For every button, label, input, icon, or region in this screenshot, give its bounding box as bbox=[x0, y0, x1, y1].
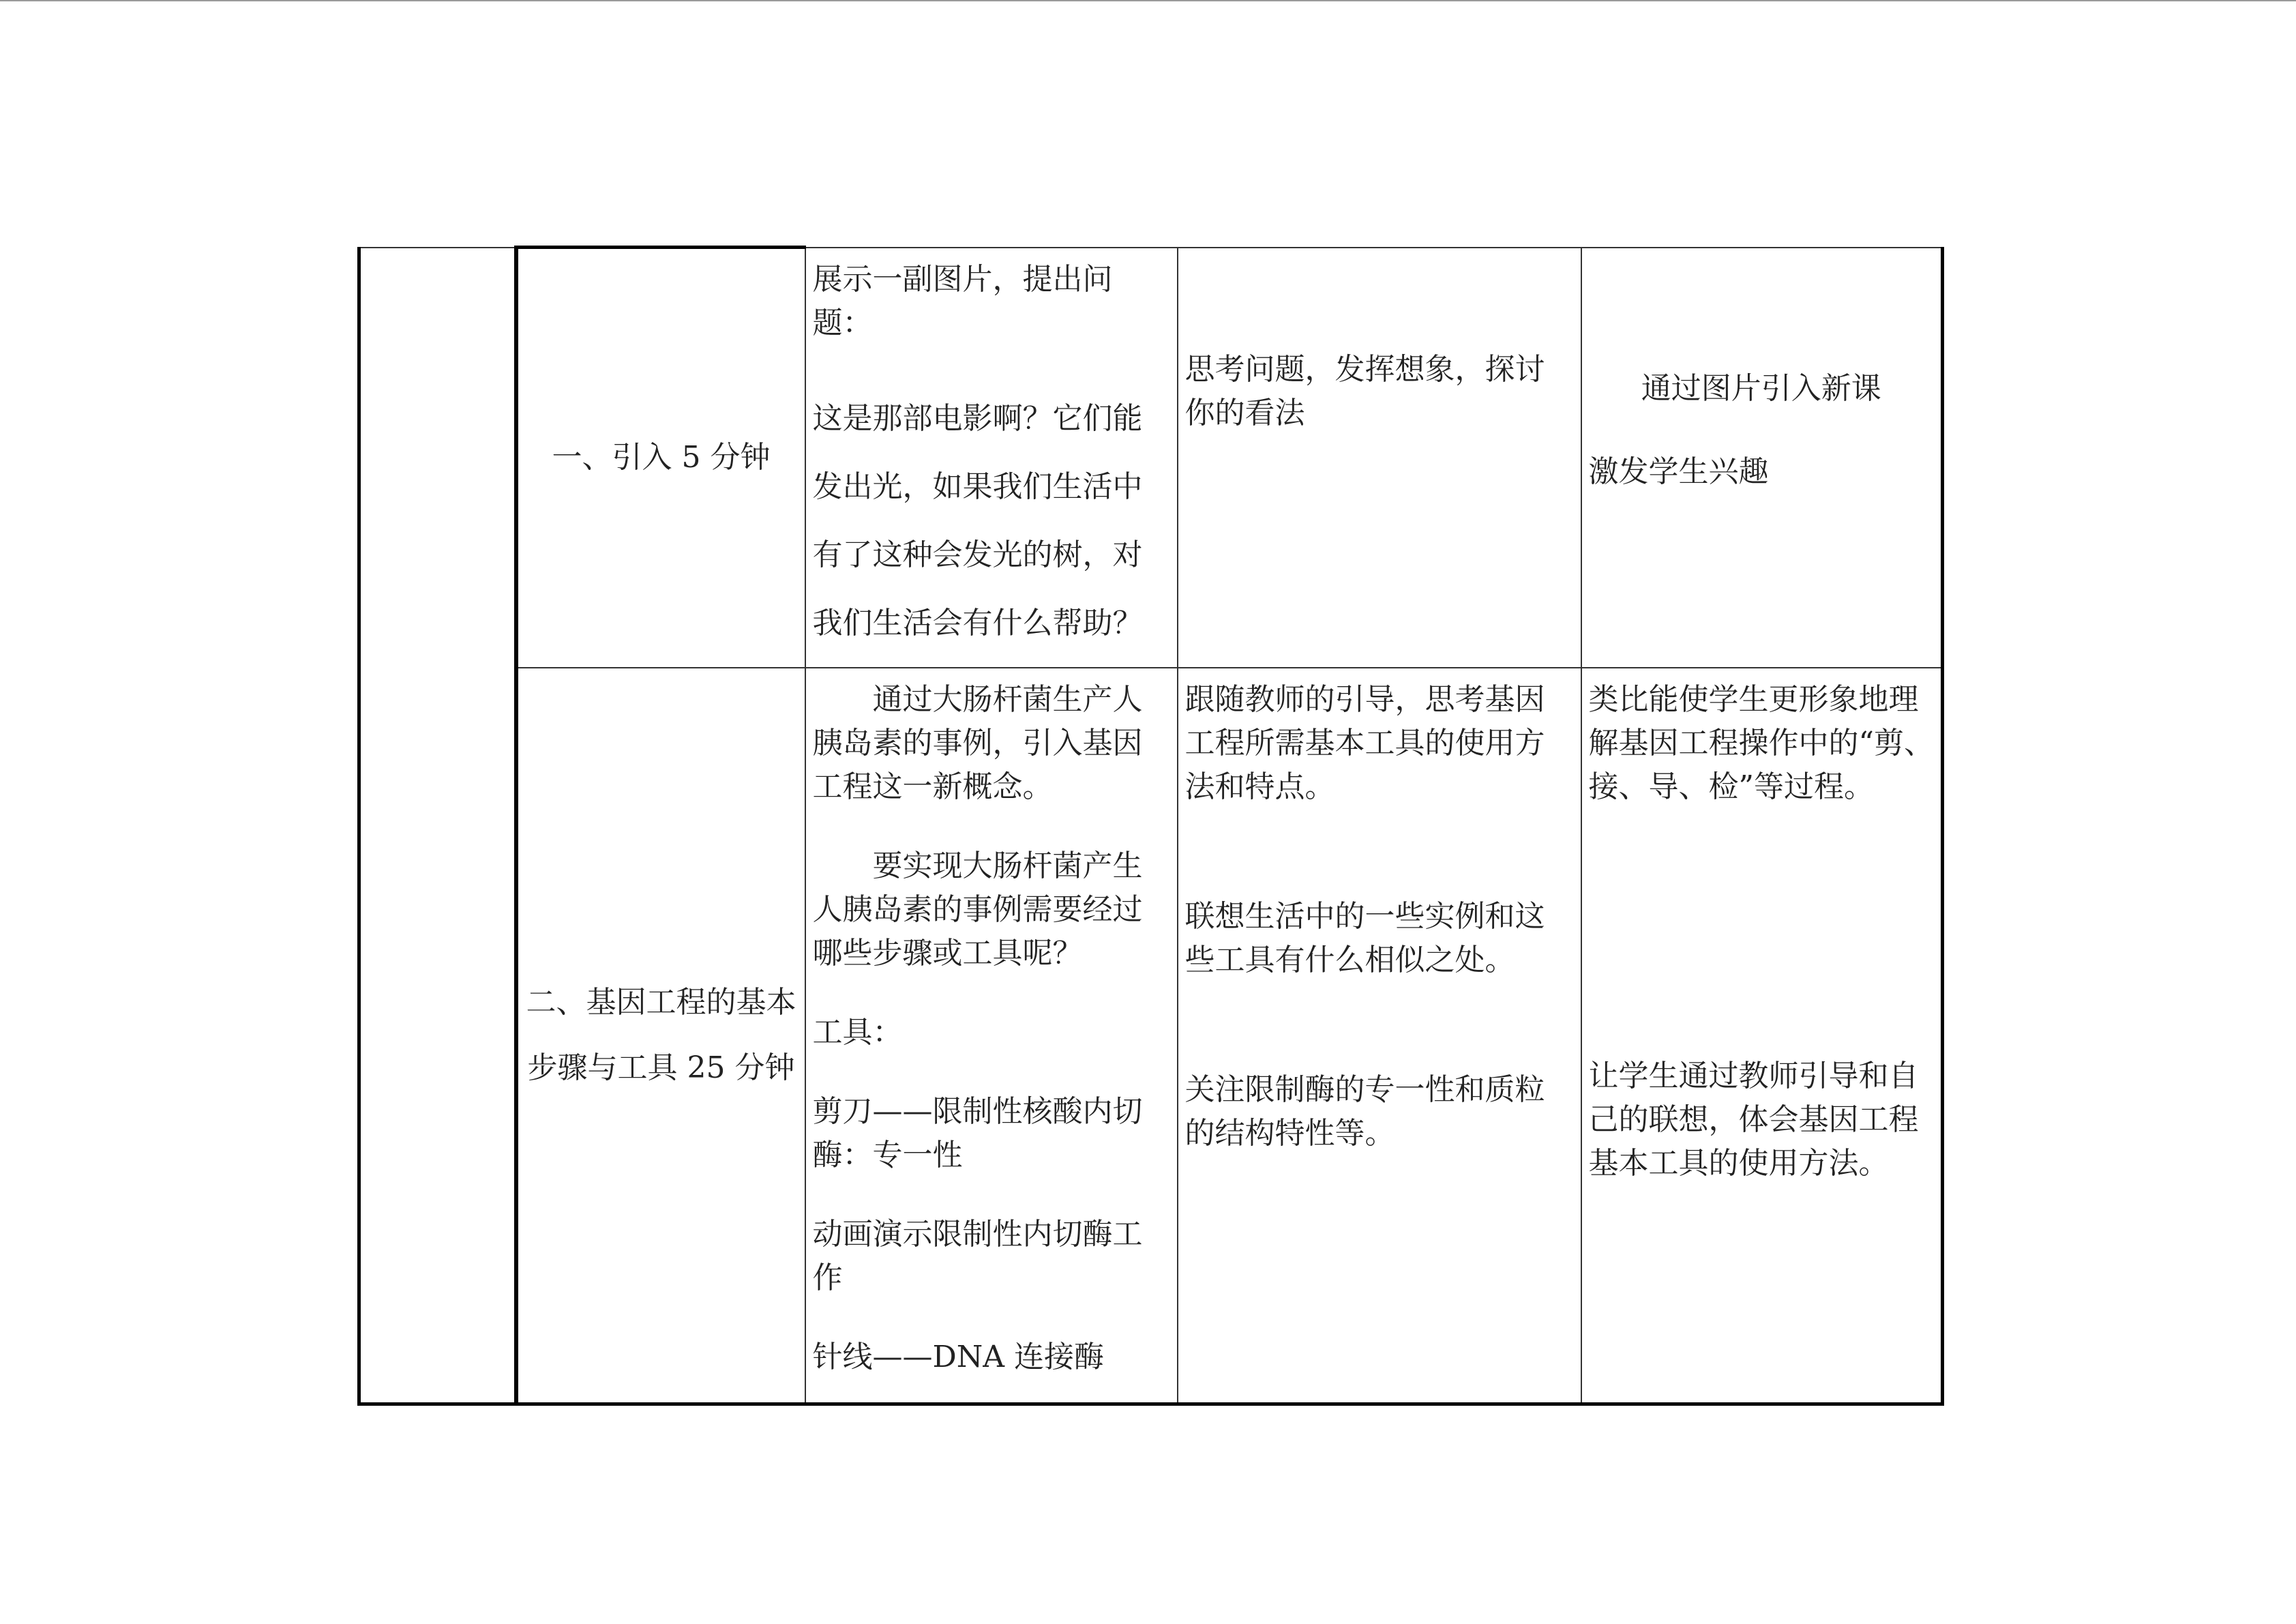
intent-text: 类比能使学生更形象地理解基因工程操作中的“剪、接、导、检”等过程。 bbox=[1588, 681, 1934, 804]
teacher-text: 动画演示限制性内切酶工作 bbox=[812, 1216, 1143, 1295]
stage-label: 一、引入 5 分钟 bbox=[552, 440, 771, 475]
student-text: 跟随教师的引导，思考基因工程所需基本工具的使用方法和特点。 bbox=[1184, 681, 1545, 804]
design-intent-cell bbox=[1581, 248, 1943, 668]
teacher-text: 这是那部电影啊？它们能发出光，如果我们生活中有了这种会发光的树，对我们生活会有什么帮助？ bbox=[812, 400, 1143, 640]
student-text: 思考问题，发挥想象，探讨你的看法 bbox=[1184, 351, 1545, 430]
blank-left-cell bbox=[359, 248, 516, 1404]
design-intent-cell bbox=[1581, 668, 1943, 1404]
intent-text: 激发学生兴趣 bbox=[1588, 454, 1769, 489]
teacher-activity-cell bbox=[805, 248, 1178, 668]
stage-cell bbox=[516, 668, 805, 1404]
teacher-text: 展示一副图片，提出问题： bbox=[812, 261, 1113, 340]
table-row bbox=[359, 668, 1943, 1404]
student-text: 联想生活中的一些实例和这些工具有什么相似之处。 bbox=[1184, 898, 1545, 977]
student-activity-cell bbox=[1178, 668, 1581, 1404]
lesson-plan-table bbox=[357, 246, 1944, 1406]
stage-label: 二、基因工程的基本步骤与工具 25 分钟 bbox=[526, 984, 796, 1085]
intent-text: 通过图片引入新课 bbox=[1641, 370, 1881, 406]
table-row bbox=[359, 248, 1943, 668]
teacher-text: 要实现大肠杆菌产生人胰岛素的事例需要经过哪些步骤或工具呢？ bbox=[812, 848, 1143, 971]
teacher-activity-cell bbox=[805, 668, 1178, 1404]
teacher-text: 剪刀——限制性核酸内切酶：专一性 bbox=[812, 1093, 1143, 1172]
student-activity-cell bbox=[1178, 248, 1581, 668]
stage-cell bbox=[516, 248, 805, 668]
page-top-rule bbox=[0, 0, 2296, 1]
teacher-text: 工具： bbox=[812, 1014, 903, 1050]
teacher-text: 通过大肠杆菌生产人胰岛素的事例，引入基因工程这一新概念。 bbox=[812, 681, 1143, 804]
student-text: 关注限制酶的专一性和质粒的结构特性等。 bbox=[1184, 1072, 1545, 1151]
teacher-text: 针线——DNA 连接酶 bbox=[812, 1339, 1105, 1374]
intent-text: 让学生通过教师引导和自己的联想，体会基因工程基本工具的使用方法。 bbox=[1588, 1058, 1919, 1181]
